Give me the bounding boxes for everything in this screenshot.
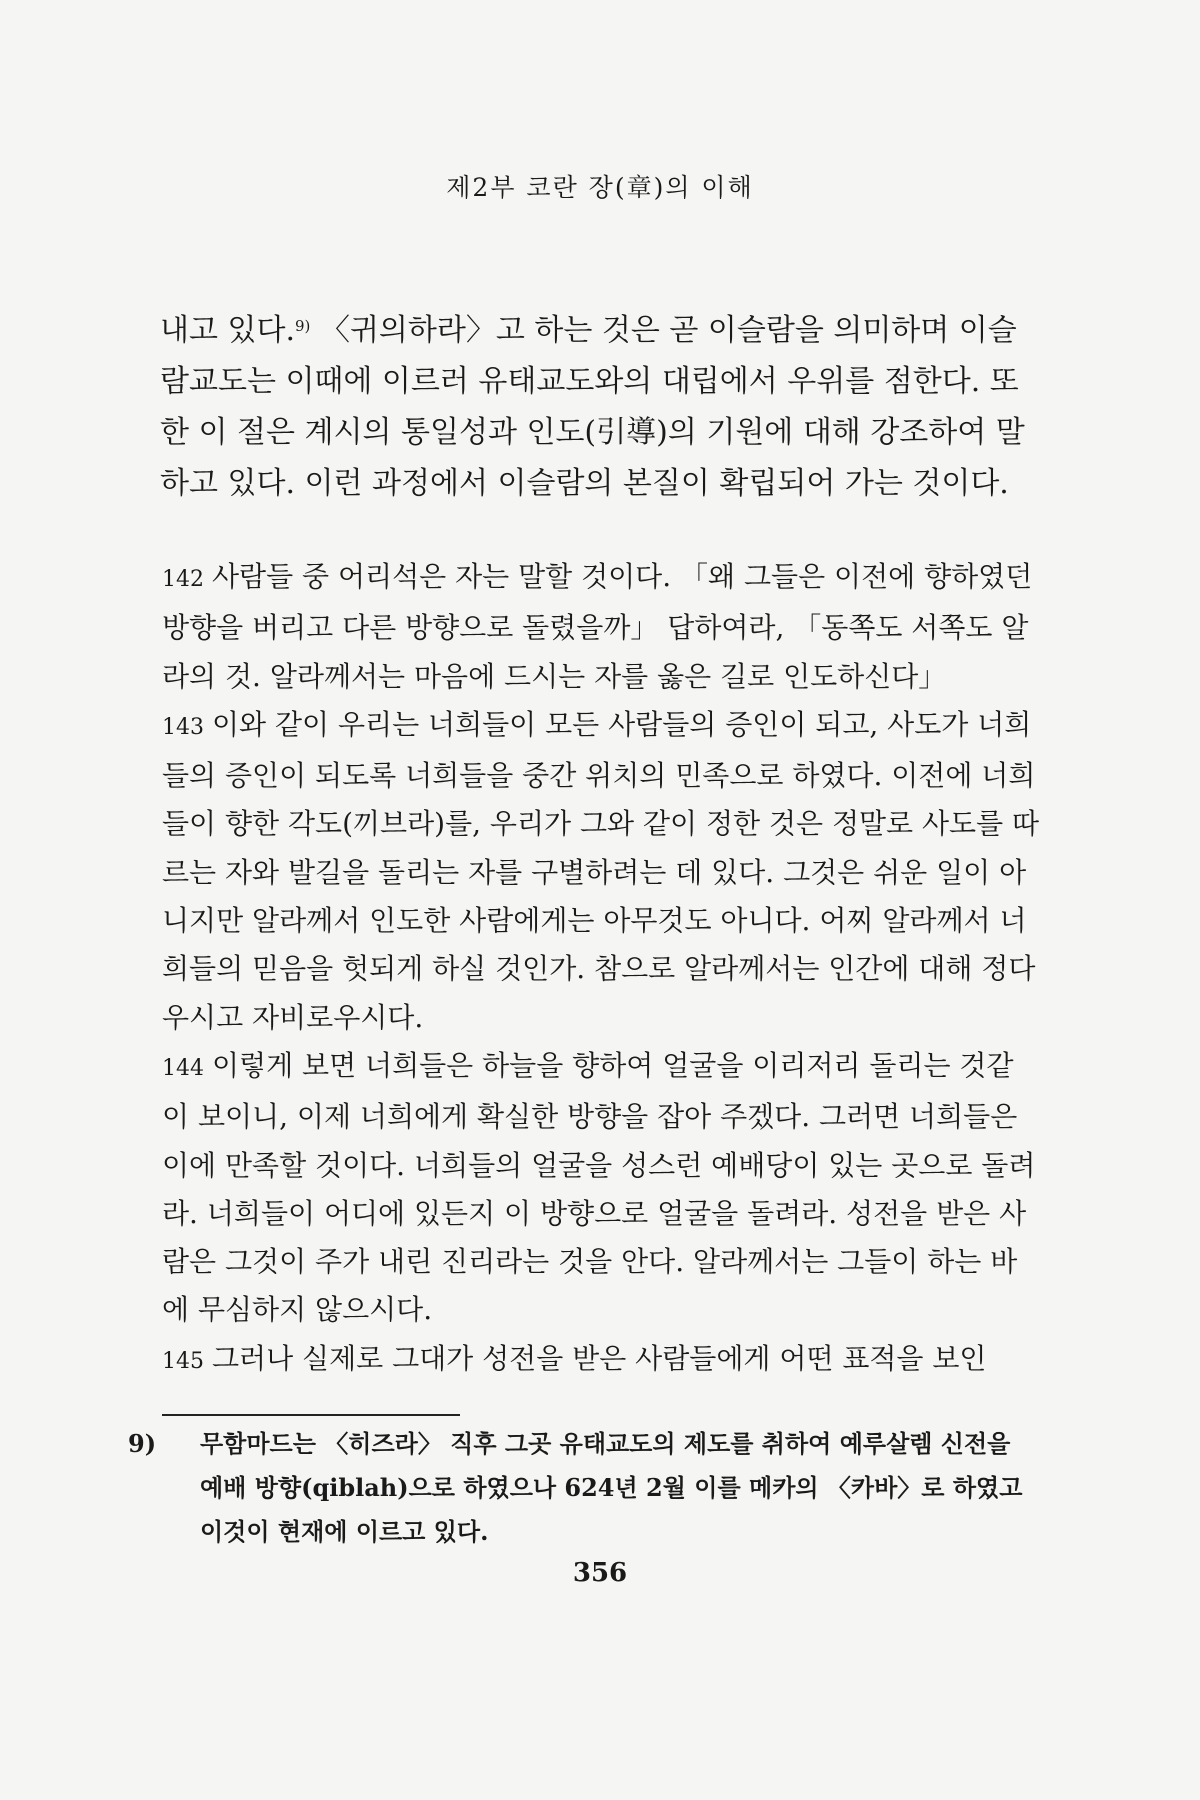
page-number: 356 xyxy=(572,1558,628,1588)
intro-paragraph xyxy=(160,305,1040,509)
verse-142 xyxy=(162,553,1040,701)
verse-143 xyxy=(162,701,1040,1042)
verse-list xyxy=(162,553,1040,1386)
verse-text: 이렇게 보면 너희들은 하늘을 향하여 얼굴을 이리저리 돌리는 것같이 보이니, 이제 너희에게 확실한 방향을 잡아 주겠다. 그러면 너희들은 이에 만족할 것이다. 너희들의 얼굴을 성스런 예배당이 있는 곳으로 돌려라. 너희들이 어디에 있든지 이 방향으로 얼굴을 돌려라. 성전을 받은 사람은 그것이 주가 내린 진리라는 것을 안다. 알라께서는 그들이 하는 바에 무심하지 않으시다. xyxy=(162,1048,1036,1327)
intro-text-start: 내고 있다. xyxy=(160,313,295,348)
running-header: 제2부 코란 장(章)의 이해 xyxy=(446,173,754,202)
verse-text: 이와 같이 우리는 너희들이 모든 사람들의 증인이 되고, 사도가 너희들의 증인이 되도록 너희들을 중간 위치의 민족으로 하였다. 이전에 너희들이 향한 각도(끼브라)를, 우리가 그와 같이 정한 것은 정말로 사도를 따르는 자와 발길을 돌리는 자를 구별하려는 데 있다. 그것은 쉬운 일이 아니지만 알라께서 인도한 사람에게는 아무것도 아니다. 어찌 알라께서 너희들의 믿음을 헛되게 하실 것인가. 참으로 알라께서는 인간에 대해 정다우시고 자비로우시다. xyxy=(162,707,1040,1034)
footnote-reference[interactable]: 9) xyxy=(295,317,311,335)
verse-number: 142 xyxy=(162,567,204,592)
intro-text-rest: 〈귀의하라〉고 하는 것은 곧 이슬람을 의미하며 이슬람교도는 이때에 이르러 유태교도와의 대립에서 우위를 점한다. 또한 이 절은 계시의 통일성과 인도(引導)의 기원에 대해 강조하여 말하고 있다. 이런 과정에서 이슬람의 본질이 확립되어 가는 것이다. xyxy=(160,313,1025,501)
verse-number: 145 xyxy=(162,1348,204,1374)
footnote-divider xyxy=(162,1414,460,1416)
footnote-text: 무함마드는 〈히즈라〉 직후 그곳 유태교도의 제도를 취하여 예루살렘 신전을 예배 방향(qiblah)으로 하였으나 624년 2월 이를 메카의 〈카바〉로 하였고 이것이 현재에 이르고 있다. xyxy=(200,1429,1023,1546)
footnote-paragraph xyxy=(128,1422,1040,1554)
verse-144 xyxy=(162,1042,1040,1335)
footnote xyxy=(128,1422,1040,1554)
verse-text: 그러나 실제로 그대가 성전을 받은 사람들에게 어떤 표적을 보인 xyxy=(212,1341,987,1375)
footnote-mark: 9) xyxy=(128,1429,157,1458)
verse-number: 143 xyxy=(162,714,204,740)
verse-145 xyxy=(162,1335,1040,1386)
verse-number: 144 xyxy=(162,1055,204,1081)
verse-text: 사람들 중 어리석은 자는 말할 것이다. 「왜 그들은 이전에 향하였던 방향을 버리고 다른 방향으로 돌렸을까」 답하여라, 「동쪽도 서쪽도 알라의 것. 알라께서는 마음에 드시는 자를 옳은 길로 인도하신다」 xyxy=(162,560,1033,693)
